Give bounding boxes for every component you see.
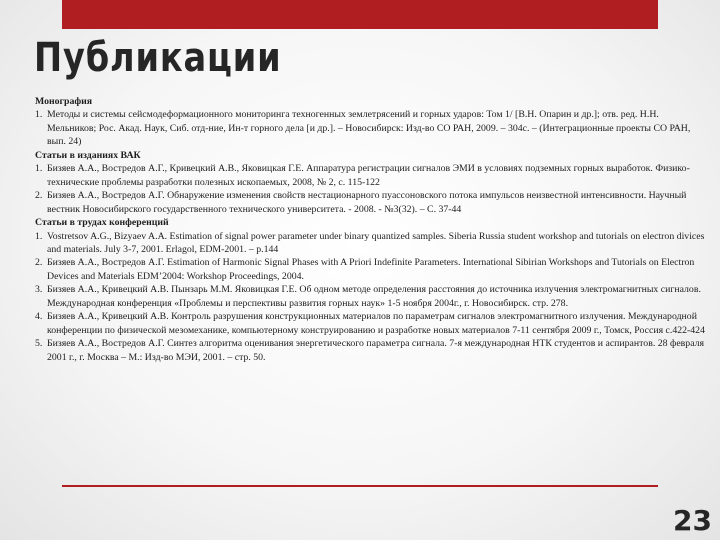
item-text: Бизяев А.А., Кривецкий А.В. Контроль разрушения конструкционных материалов по параметрам сигналов электромагнитного излучения. Международной конференции по физической мезомеханике, компьютерному конструированию и разработке новых материалов 7-11 сентября 2009 г., Томск, Россия с.422-424 — [47, 311, 705, 336]
item-text: Бизяев А.А., Востредов А.Г. Обнаружение изменения свойств нестационарного пуассоновского потока импульсов неизвестной интенсивности. Научный вестник Новосибирского государственного технического университета. - 2008. - №3(32). – С. 37-44 — [47, 190, 687, 215]
item-list — [35, 162, 710, 216]
item-text: Бизяев А.А., Востредов А.Г. Estimation of Harmonic Signal Phases with A Priori Indefinite Parameters. International Sibirian Workshops and Tutorials on Electron Devices and Materials EDM’2004: Workshop Proceedings, 2004. — [47, 257, 695, 282]
list-item — [35, 337, 710, 364]
item-text: Методы и системы сейсмодеформационного мониторинга техногенных землетрясений и горных ударов: Том 1/ [В.Н. Опарин и др.]; отв. ред. Н.Н. Мельников; Рос. Акад. Наук, Сиб. отд-ние, Ин-т горного дела [и др.]. – Новосибирск: Изд-во СО РАН, 2009. – 304с. – (Интеграционные проекты СО РАН, вып. 24) — [47, 109, 691, 148]
page-title: Публикации — [34, 35, 282, 81]
list-item — [35, 230, 710, 257]
item-number: 3. — [35, 284, 43, 296]
list-item — [35, 108, 710, 148]
list-item — [35, 310, 710, 337]
item-number: 2. — [35, 190, 43, 202]
top-accent-bar — [62, 0, 658, 29]
section-vak-articles — [35, 149, 710, 216]
bottom-divider — [62, 485, 658, 487]
item-number: 1. — [35, 163, 43, 175]
publications-list — [35, 95, 710, 364]
section-conference-papers — [35, 216, 710, 364]
item-text: Бизяев А.А., Востредов А.Г., Кривецкий А.В., Яковицкая Г.Е. Аппаратура регистрации сигналов ЭМИ в условиях подземных горных выработок. Физико-технические проблемы разработки полезных ископаемых, 2008, № 2, с. 115-122 — [47, 163, 690, 188]
item-text: Бизяев А.А., Кривецкий А.В. Пынзарь М.М. Яковицкая Г.Е. Об одном методе определения расстояния до источника излучения электромагнитных сигналов. Международная конференция «Проблемы и перспективы развития горных наук» 1-5 ноября 2004г., г. Новосибирск. стр. 278. — [47, 284, 701, 309]
section-heading: Статьи в трудах конференций — [35, 217, 169, 229]
section-monograph — [35, 95, 710, 149]
item-number: 4. — [35, 311, 43, 323]
section-heading: Статьи в изданиях ВАК — [35, 149, 141, 161]
item-number: 2. — [35, 257, 43, 269]
list-item — [35, 283, 710, 310]
item-list — [35, 108, 710, 148]
list-item — [35, 256, 710, 283]
section-heading: Монография — [35, 96, 93, 107]
list-item — [35, 162, 710, 189]
item-text: Бизяев А.А., Востредов А.Г. Синтез алгоритма оценивания энергетического параметра сигнала. 7-я международная НТК студентов и аспирантов. 28 февраля 2001 г., г. Москва – М.: Изд-во МЭИ, 2001. – стр. 50. — [47, 338, 705, 363]
item-list — [35, 230, 710, 365]
item-number: 5. — [35, 338, 43, 350]
page-number: 23 — [673, 504, 712, 537]
item-text: Vostretsov A.G., Bizyaev A.A. Estimation of signal power parameter under binary quantized samples. Siberia Russia student workshop and tutorials on electron divices and materials. July 3-7, 2001. Erlagol, EDM-2001. – p.144 — [47, 230, 705, 255]
item-number: 1. — [35, 109, 43, 121]
list-item — [35, 189, 710, 216]
item-number: 1. — [35, 230, 43, 242]
